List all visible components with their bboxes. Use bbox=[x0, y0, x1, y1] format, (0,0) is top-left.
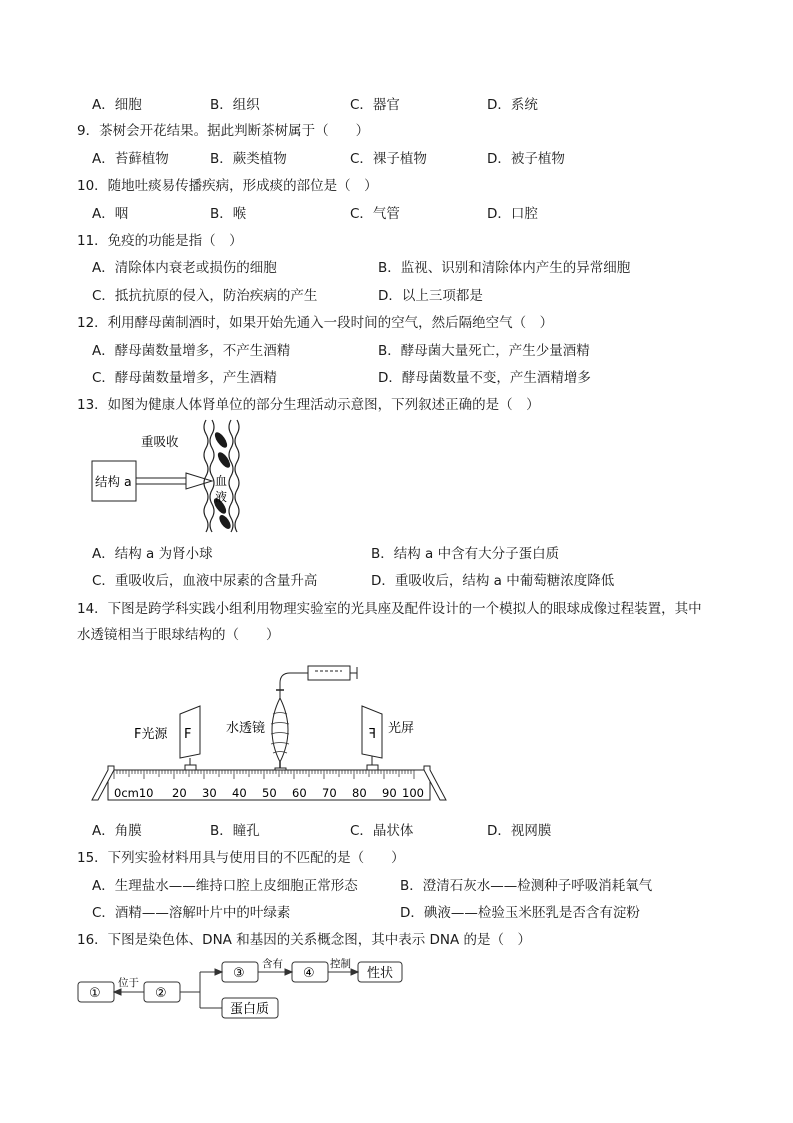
option-q11-a: A．清除体内衰老或损伤的细胞 bbox=[92, 260, 277, 276]
option-q15-b: B．澄清石灰水——检测种子呼吸消耗氧气 bbox=[400, 878, 653, 894]
f-light-source bbox=[180, 706, 200, 765]
syringe bbox=[276, 666, 357, 698]
option-q15-d: D．碘液——检验玉米胚乳是否含有淀粉 bbox=[400, 905, 640, 921]
option-q9-a: A．苔藓植物 bbox=[92, 151, 169, 167]
question-9-stem: 9．茶树会开花结果。据此判断茶树属于（ ） bbox=[77, 123, 370, 139]
kidney-reabsorption-figure bbox=[85, 418, 255, 536]
option-q11-d: D．以上三项都是 bbox=[378, 288, 483, 304]
option-q9-c: C．裸子植物 bbox=[350, 151, 427, 167]
option-q14-b: B．瞳孔 bbox=[210, 823, 260, 839]
screen-letter: F bbox=[368, 727, 376, 742]
edge-contains-label: 含有 bbox=[262, 958, 283, 970]
option-q12-c: C．酵母菌数量增多，产生酒精 bbox=[92, 370, 277, 386]
question-12-stem: 12．利用酵母菌制酒时，如果开始先通入一段时间的空气，然后隔绝空气（ ） bbox=[77, 315, 554, 331]
option-q14-d: D．视网膜 bbox=[487, 823, 552, 839]
option-q12-a: A．酵母菌数量增多，不产生酒精 bbox=[92, 343, 291, 359]
light-screen bbox=[362, 706, 382, 765]
option-q12-d: D．酵母菌数量不变，产生酒精增多 bbox=[378, 370, 591, 386]
concept-map-figure bbox=[74, 956, 414, 1024]
ruler-label-0: 0cm10 bbox=[114, 786, 154, 800]
edge-located-label: 位于 bbox=[118, 977, 139, 989]
option-q11-c: C．抵抗抗原的侵入，防治疾病的产生 bbox=[92, 288, 318, 304]
ruler-label-80: 80 bbox=[352, 786, 367, 800]
option-q15-a: A．生理盐水——维持口腔上皮细胞正常形态 bbox=[92, 878, 358, 894]
option-q13-d: D．重吸收后，结构 a 中葡萄糖浓度降低 bbox=[371, 573, 615, 589]
ruler-label-40: 40 bbox=[232, 786, 247, 800]
option-q8-b: B．组织 bbox=[210, 97, 260, 113]
option-q9-d: D．被子植物 bbox=[487, 151, 565, 167]
option-q14-c: C．晶状体 bbox=[350, 823, 414, 839]
option-q10-c: C．气管 bbox=[350, 206, 400, 222]
question-14-stem-cont: 水透镜相当于眼球结构的（ ） bbox=[77, 627, 280, 643]
blood-label-2: 液 bbox=[215, 490, 228, 504]
source-label: F光源 bbox=[134, 727, 168, 742]
ruler-label-100: 100 bbox=[402, 786, 424, 800]
question-15-stem: 15．下列实验材料用具与使用目的不匹配的是（ ） bbox=[77, 850, 405, 866]
option-q13-c: C．重吸收后，血液中尿素的含量升高 bbox=[92, 573, 318, 589]
blood-label-1: 血 bbox=[215, 474, 228, 488]
question-11-stem: 11．免疫的功能是指（ ） bbox=[77, 233, 243, 249]
protein-label: 蛋白质 bbox=[230, 1002, 270, 1017]
option-q13-b: B．结构 a 中含有大分子蛋白质 bbox=[371, 546, 560, 562]
water-lens bbox=[271, 698, 289, 768]
ruler-label-60: 60 bbox=[292, 786, 307, 800]
trait-label: 性状 bbox=[367, 966, 394, 981]
option-q10-a: A．咽 bbox=[92, 206, 129, 222]
structure-a-label: 结构 a bbox=[95, 474, 132, 489]
option-q10-b: B．喉 bbox=[210, 206, 247, 222]
ruler-label-30: 30 bbox=[202, 786, 217, 800]
option-q15-c: C．酒精——溶解叶片中的叶绿素 bbox=[92, 905, 291, 921]
node-3-label: ③ bbox=[233, 966, 245, 981]
ruler-label-20: 20 bbox=[172, 786, 187, 800]
ruler-label-70: 70 bbox=[322, 786, 337, 800]
reabsorption-label: 重吸收 bbox=[141, 434, 179, 449]
optical-bench-figure bbox=[90, 658, 450, 806]
node-2-label: ② bbox=[155, 986, 167, 1001]
question-13-stem: 13．如图为健康人体肾单位的部分生理活动示意图，下列叙述正确的是（ ） bbox=[77, 397, 540, 413]
option-q8-c: C．器官 bbox=[350, 97, 400, 113]
node-4-label: ④ bbox=[303, 966, 315, 981]
screen-label: 光屏 bbox=[388, 721, 415, 736]
option-q13-a: A．结构 a 为肾小球 bbox=[92, 546, 213, 562]
question-16-stem: 16．下图是染色体、DNA 和基因的关系概念图，其中表示 DNA 的是（ ） bbox=[77, 932, 532, 948]
option-q10-d: D．口腔 bbox=[487, 206, 538, 222]
option-q11-b: B．监视、识别和清除体内产生的异常细胞 bbox=[378, 260, 631, 276]
option-q8-d: D．系统 bbox=[487, 97, 538, 113]
question-10-stem: 10．随地吐痰易传播疾病，形成痰的部位是（ ） bbox=[77, 178, 378, 194]
reabsorption-arrow bbox=[186, 473, 212, 489]
node-1-label: ① bbox=[89, 986, 101, 1001]
ruler-label-90: 90 bbox=[382, 786, 397, 800]
question-14-stem: 14．下图是跨学科实践小组利用物理实验室的光具座及配件设计的一个模拟人的眼球成像过程装置，其中 bbox=[77, 601, 702, 617]
option-q14-a: A．角膜 bbox=[92, 823, 142, 839]
source-letter: F bbox=[184, 727, 192, 742]
option-q12-b: B．酵母菌大量死亡，产生少量酒精 bbox=[378, 343, 590, 359]
option-q9-b: B．蕨类植物 bbox=[210, 151, 287, 167]
edge-controls-label: 控制 bbox=[330, 958, 351, 970]
ruler-label-50: 50 bbox=[262, 786, 277, 800]
lens-label: 水透镜 bbox=[226, 721, 266, 736]
option-q8-a: A．细胞 bbox=[92, 97, 142, 113]
